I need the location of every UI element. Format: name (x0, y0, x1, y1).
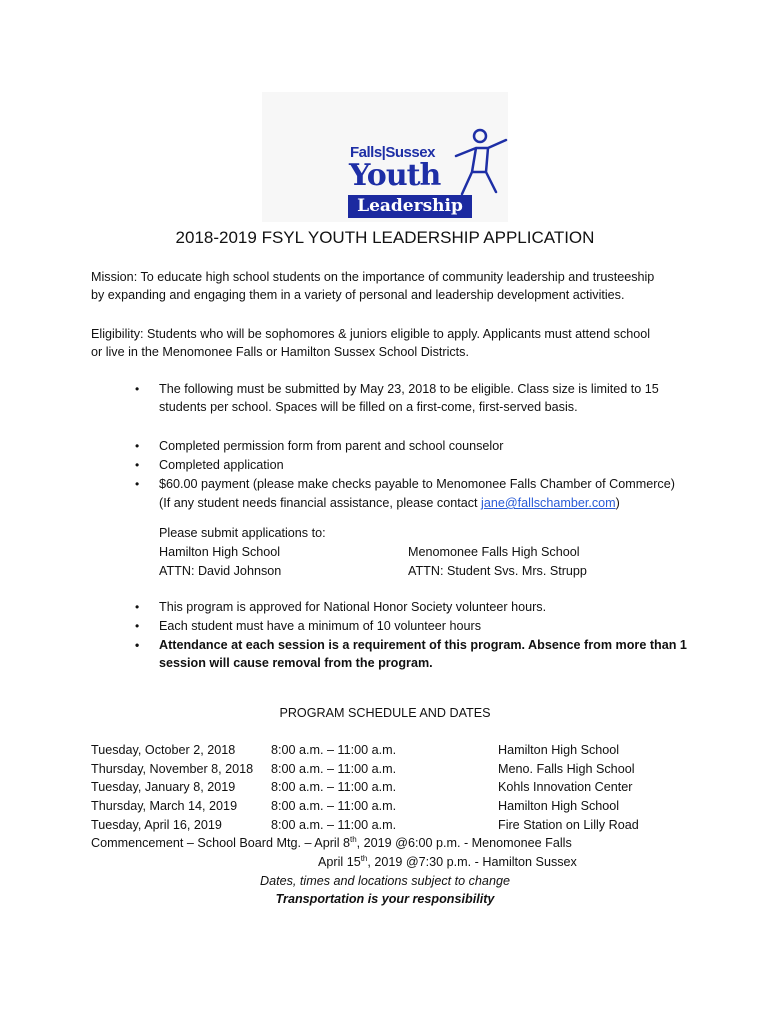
dates-subject-note: Dates, times and locations subject to change (260, 874, 510, 888)
eligibility-paragraph (91, 325, 691, 361)
commencement-text: April 15 (318, 855, 361, 869)
schedule-time: 8:00 a.m. – 11:00 a.m. (271, 818, 397, 832)
commencement-line-2 (318, 853, 577, 871)
mission-line: Mission: To educate high school students on the importance of community leadership and trusteeship (91, 270, 655, 284)
deadline-bullet (159, 380, 699, 416)
financial-assistance-note (159, 494, 620, 512)
schedule-location: Kohls Innovation Center (498, 780, 633, 794)
schedule-date: Thursday, November 8, 2018 (91, 762, 254, 776)
schedule-date: Thursday, March 14, 2019 (91, 799, 238, 813)
attn-menomonee: ATTN: Student Svs. Mrs. Strupp (408, 564, 587, 578)
mission-paragraph (91, 268, 691, 304)
ordinal-suffix: th (350, 834, 357, 844)
logo-youth: Youth (349, 158, 441, 193)
commencement-text: , 2019 @6:00 p.m. - Menomonee Falls (356, 836, 572, 850)
logo-leadership: Leadership (348, 195, 472, 218)
commencement-text: , 2019 @7:30 p.m. - Hamilton Sussex (367, 855, 577, 869)
schedule-location: Hamilton High School (498, 799, 620, 813)
schedule-date: Tuesday, April 16, 2019 (91, 818, 222, 832)
school-hamilton: Hamilton High School (159, 545, 281, 559)
schedule-heading: PROGRAM SCHEDULE AND DATES (279, 706, 491, 720)
schedule-time: 8:00 a.m. – 11:00 a.m. (271, 780, 397, 794)
eligibility-line: or live in the Menomonee Falls or Hamilton Sussex School Districts. (91, 345, 469, 359)
schedule-date: Tuesday, October 2, 2018 (91, 743, 236, 757)
transportation-note: Transportation is your responsibility (275, 892, 495, 906)
requirement-item: • Completed application (159, 456, 699, 474)
requirement-item: • Completed permission form from parent and school counselor (159, 437, 699, 455)
assistance-suffix: ) (615, 496, 620, 510)
schedule-location: Fire Station on Lilly Road (498, 818, 639, 832)
schedule-location: Meno. Falls High School (498, 762, 635, 776)
submit-heading: Please submit applications to: (159, 526, 326, 540)
leader-figure-icon (452, 128, 508, 198)
attendance-bullet (159, 636, 699, 672)
attn-hamilton: ATTN: David Johnson (159, 564, 282, 578)
eligibility-line: Eligibility: Students who will be sophomores & juniors eligible to apply. Applicants must attend school (91, 327, 651, 341)
logo (262, 92, 508, 222)
logo-falls-sussex: Falls|Sussex (350, 144, 435, 161)
schedule-location: Hamilton High School (498, 743, 620, 757)
deadline-line: students per school. Spaces will be filled on a first-come, first-served basis. (159, 400, 578, 414)
school-menomonee: Menomonee Falls High School (408, 545, 580, 559)
attendance-line: session will cause removal from the program. (159, 656, 433, 670)
note-item: • This program is approved for National Honor Society volunteer hours. (159, 598, 699, 616)
commencement-line (91, 834, 572, 852)
schedule-time: 8:00 a.m. – 11:00 a.m. (271, 762, 397, 776)
commencement-text: Commencement – School Board Mtg. – April 8 (91, 836, 350, 850)
email-link[interactable]: jane@fallschamber.com (481, 496, 616, 510)
schedule-time: 8:00 a.m. – 11:00 a.m. (271, 743, 397, 757)
requirement-item: • $60.00 payment (please make checks payable to Menomonee Falls Chamber of Commerce) (159, 475, 699, 493)
schedule-date: Tuesday, January 8, 2019 (91, 780, 236, 794)
schedule-time: 8:00 a.m. – 11:00 a.m. (271, 799, 397, 813)
attendance-line: • Attendance at each session is a requirement of this program. Absence from more than 1 (159, 638, 687, 652)
deadline-line: • The following must be submitted by May 23, 2018 to be eligible. Class size is limited to 15 (159, 382, 659, 396)
ordinal-suffix: th (360, 853, 368, 863)
assistance-prefix: (If any student needs financial assistance, please contact (159, 496, 482, 510)
note-item: • Each student must have a minimum of 10 volunteer hours (159, 617, 699, 635)
mission-line: by expanding and engaging them in a variety of personal and leadership development activities. (91, 288, 625, 302)
page-title: 2018-2019 FSYL YOUTH LEADERSHIP APPLICATION (175, 228, 595, 247)
